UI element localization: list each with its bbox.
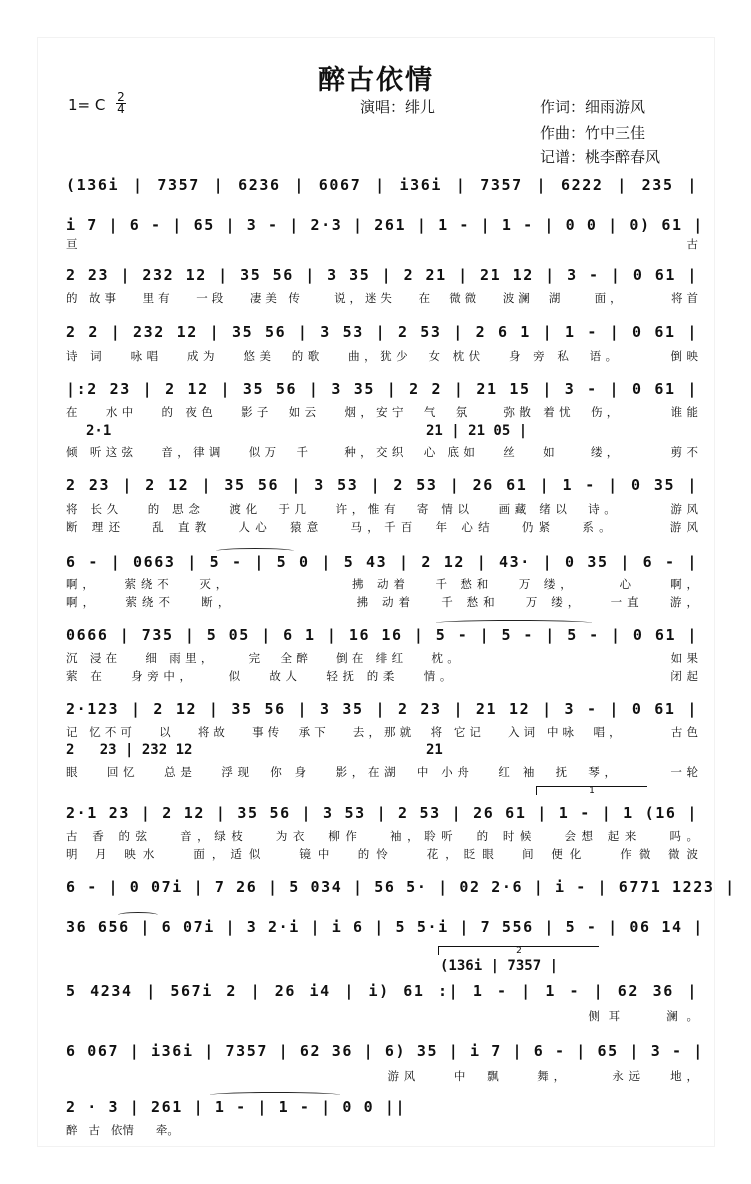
time-signature — [116, 92, 126, 115]
upper-voice-9b: 21 — [426, 742, 443, 758]
song-title: 醉古依情 — [318, 65, 434, 96]
staff-line-12: 36 656 | 6 07i | 3 2·i | i 6 | 5 5·i | 7 556 | 5 - | 06 14 | — [66, 918, 704, 936]
lyric-line-9a: 记 忆不可 以 将故 事传 承下 去，那就 将 它记 入词 中咏 唱， 古色 — [66, 725, 698, 739]
upper-voice-5b: 21 | 21 05 | — [426, 423, 528, 439]
staff-line-4: 2 2 | 232 12 | 35 56 | 3 53 | 2 53 | 2 6 1 | 1 - | 0 61 | — [66, 323, 698, 341]
staff-line-7: 6 - | 0663 | 5 - | 5 0 | 5 43 | 2 12 | 43· | 0 35 | 6 - | — [66, 553, 698, 571]
upper-voice-13: (136i | 7357 | — [440, 958, 559, 974]
staff-line-15: 2 · 3 | 261 | 1 - | 1 - | 0 0 || — [66, 1098, 407, 1116]
volta-second: 2 — [438, 946, 599, 955]
slur-7 — [216, 548, 294, 554]
time-top: 2 — [117, 90, 125, 104]
staff-line-5: |:2 23 | 2 12 | 35 56 | 3 35 | 2 2 | 21 15 | 3 - | 0 61 | — [66, 380, 698, 398]
volta-first: 1 — [536, 786, 647, 795]
key-signature: 1= C — [68, 96, 106, 114]
transcriber: 记谱：桃李醉春风 — [540, 148, 661, 166]
time-bottom: 4 — [117, 102, 125, 116]
singer: 演唱：绯儿 — [360, 98, 436, 116]
staff-line-3: 2 23 | 232 12 | 35 56 | 3 35 | 2 21 | 21 12 | 3 - | 0 61 | — [66, 266, 698, 284]
lyricist: 作词：细雨游风 — [540, 98, 646, 116]
staff-line-14: 6 067 | i36i | 7357 | 62 36 | 6) 35 | i 7 | 6 - | 65 | 3 - | — [66, 1042, 704, 1060]
lyric-line-9b: 眼 回忆 总是 浮现 你 身 影，在湖 中 小舟 红 袖 抚 琴， 一轮 — [66, 765, 698, 779]
lyric-line-13a: 侧耳 澜。 — [66, 1009, 698, 1023]
slur-15 — [210, 1092, 340, 1098]
lyric-line-8b: 萦 在 身旁中， 似 故人 轻抚 的柔 情。 闭起 — [66, 669, 698, 683]
lyric-line-15a: 醉 古 依情 牵。 — [66, 1123, 179, 1137]
lyric-line-5b: 倾 听这弦 音，律调 似万 千 种，交织 心 底如 丝 如 缕， 剪不 — [66, 445, 698, 459]
lyric-line-6a: 将 长久 的 思念 渡化 于几 许，惟有 寄 情以 画藏 绪以 诗。 游风 — [66, 502, 698, 516]
staff-line-8: 0666 | 735 | 5 05 | 6 1 | 16 16 | 5 - | 5 - | 5 - | 0 61 | — [66, 626, 698, 644]
lyric-line-2a: 亘古 — [66, 237, 698, 251]
lyric-line-5a: 在 水中 的 夜色 影子 如云 烟，安宁 气 氛 弥散 着忧 伤， 谁能 — [66, 405, 698, 419]
lyric-line-10b: 明 月 映水 面，适似 镜中 的怜 花，眨眼 间 便化 作微 微波 — [66, 847, 698, 861]
upper-voice-9a: 2 23 | 232 12 — [66, 742, 193, 758]
composer: 作曲：竹中三佳 — [540, 124, 646, 142]
staff-line-13: 5 4234 | 567i 2 | 26 i4 | i) 61 :| 1 - | 1 - | 62 36 | — [66, 982, 698, 1000]
lyric-line-7a: 啊， 萦绕不 灭， 拂 动着 千 愁和 万 缕， 心 啊， — [66, 577, 698, 591]
lyric-line-3a: 的 故事 里有 一段 凄美 传 说，迷失 在 微微 波澜 湖 面， 将首 — [66, 291, 698, 305]
lyric-line-8a: 沉 浸在 细 雨里， 完 全醉 倒在 绯红 枕。 如果 — [66, 651, 698, 665]
staff-line-6: 2 23 | 2 12 | 35 56 | 3 53 | 2 53 | 26 61 | 1 - | 0 35 | — [66, 476, 698, 494]
lyric-line-7b: 啊， 萦绕不 断， 拂 动着 千 愁和 万 缕， 一直 游， — [66, 595, 698, 609]
upper-voice-5a: 2·1 — [86, 423, 112, 439]
lyric-line-6b: 断 理还 乱 直教 人心 猿意 马，千百 年 心结 仍紧 系。 游风 — [66, 520, 698, 534]
lyric-line-14a: 游风 中 飘 舞， 永远 地， — [66, 1069, 698, 1083]
staff-line-11: 6 - | 0 07i | 7 26 | 5 034 | 56 5· | 02 2·6 | i - | 6771 1223 | — [66, 878, 736, 896]
slur-12 — [118, 912, 158, 918]
lyric-line-10a: 古 香 的弦 音，绿枝 为衣 柳作 袖，聆听 的 时候 会想 起来 吗。 — [66, 829, 698, 843]
lyric-line-4a: 诗 词 咏唱 成为 悠美 的歌 曲，犹少 女 枕伏 身 旁 私 语。 倒映 — [66, 349, 698, 363]
staff-line-2: i 7 | 6 - | 65 | 3 - | 2·3 | 261 | 1 - | 1 - | 0 0 | 0) 61 | — [66, 216, 704, 234]
score-page — [38, 38, 736, 1146]
staff-line-10: 2·1 23 | 2 12 | 35 56 | 3 53 | 2 53 | 26 61 | 1 - | 1 (16 | — [66, 804, 698, 822]
staff-line-1: (136i | 7357 | 6236 | 6067 | i36i | 7357 | 6222 | 235 | — [66, 176, 698, 194]
slur-8 — [436, 620, 592, 626]
staff-line-9: 2·123 | 2 12 | 35 56 | 3 35 | 2 23 | 21 12 | 3 - | 0 61 | — [66, 700, 698, 718]
